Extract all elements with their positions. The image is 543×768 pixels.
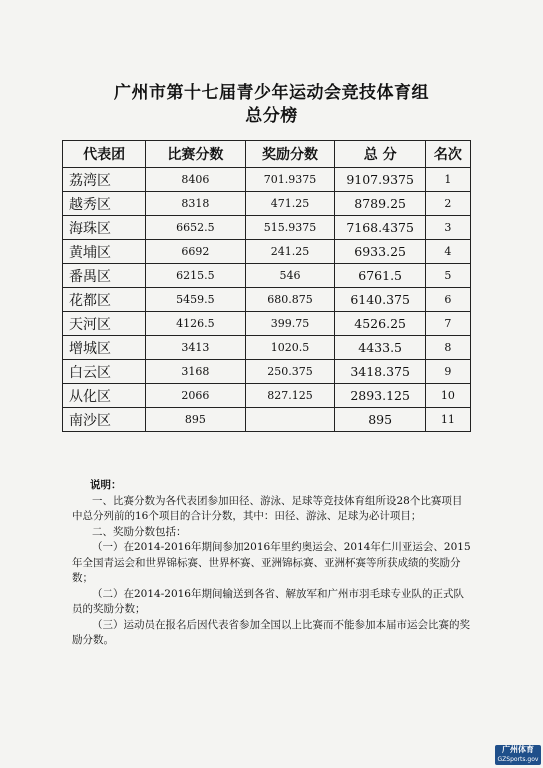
cell-reward: 827.125 [245, 384, 335, 408]
table-row [63, 360, 471, 384]
cell-reward [245, 408, 335, 432]
cell-rank: 3 [425, 216, 470, 240]
cell-reward: 250.375 [245, 360, 335, 384]
cell-rank: 2 [425, 192, 470, 216]
cell-total: 6933.25 [335, 240, 425, 264]
cell-reward: 471.25 [245, 192, 335, 216]
cell-team: 海珠区 [63, 216, 146, 240]
notes-section [72, 478, 472, 649]
cell-team: 南沙区 [63, 408, 146, 432]
cell-rank: 5 [425, 264, 470, 288]
cell-reward: 680.875 [245, 288, 335, 312]
header-score: 比赛分数 [146, 141, 245, 168]
cell-score: 8406 [146, 168, 245, 192]
cell-total: 6140.375 [335, 288, 425, 312]
cell-score: 6652.5 [146, 216, 245, 240]
notes-heading: 说明： [90, 479, 122, 491]
table-row [63, 312, 471, 336]
cell-score: 2066 [146, 384, 245, 408]
table-row [63, 216, 471, 240]
header-team: 代表团 [63, 141, 146, 168]
cell-total: 8789.25 [335, 192, 425, 216]
cell-reward: 515.9375 [245, 216, 335, 240]
cell-rank: 11 [425, 408, 470, 432]
table-row [63, 336, 471, 360]
cell-total: 3418.375 [335, 360, 425, 384]
cell-score: 895 [146, 408, 245, 432]
cell-score: 4126.5 [146, 312, 245, 336]
cell-team: 白云区 [63, 360, 146, 384]
cell-reward: 546 [245, 264, 335, 288]
note-paragraph: （二）在2014-2016年期间输送到各省、解放军和广州市羽毛球专业队的正式队员的奖励分数； [72, 587, 464, 615]
note-paragraph: （一）在2014-2016年期间参加2016年里约奥运会、2014年仁川亚运会、2015年全国青运会和世界锦标赛、世界杯赛、亚洲锦标赛、亚洲杯赛等所获成绩的奖励分数； [72, 541, 471, 584]
cell-total: 6761.5 [335, 264, 425, 288]
cell-reward: 701.9375 [245, 168, 335, 192]
cell-team: 荔湾区 [63, 168, 146, 192]
table-row [63, 384, 471, 408]
watermark-url: GZSports.gov [497, 756, 539, 763]
table-row [63, 240, 471, 264]
page-subtitle: 总分榜 [245, 106, 298, 126]
cell-rank: 10 [425, 384, 470, 408]
header-reward: 奖励分数 [245, 141, 335, 168]
cell-score: 6692 [146, 240, 245, 264]
cell-team: 番禺区 [63, 264, 146, 288]
cell-score: 5459.5 [146, 288, 245, 312]
cell-total: 4433.5 [335, 336, 425, 360]
cell-team: 花都区 [63, 288, 146, 312]
cell-team: 黄埔区 [63, 240, 146, 264]
note-paragraph: 一、比赛分数为各代表团参加田径、游泳、足球等竞技体育组所设28个比赛项目中总分列前的16个项目的合计分数，其中：田径、游泳、足球为必计项目； [72, 494, 463, 522]
cell-reward: 241.25 [245, 240, 335, 264]
watermark-logo [495, 745, 541, 765]
cell-rank: 9 [425, 360, 470, 384]
standings-table [62, 140, 471, 432]
table-header-row [63, 141, 471, 168]
watermark-text: 广州体育 [502, 745, 534, 754]
header-total: 总 分 [335, 141, 425, 168]
header-rank: 名次 [425, 141, 470, 168]
cell-score: 3413 [146, 336, 245, 360]
cell-team: 从化区 [63, 384, 146, 408]
cell-reward: 399.75 [245, 312, 335, 336]
cell-score: 3168 [146, 360, 245, 384]
cell-rank: 8 [425, 336, 470, 360]
cell-total: 2893.125 [335, 384, 425, 408]
cell-score: 6215.5 [146, 264, 245, 288]
cell-rank: 1 [425, 168, 470, 192]
cell-score: 8318 [146, 192, 245, 216]
page-title: 广州市第十七届青少年运动会竞技体育组 [114, 83, 429, 103]
table-row [63, 288, 471, 312]
cell-rank: 6 [425, 288, 470, 312]
note-paragraph: （三）运动员在报名后因代表省参加全国以上比赛而不能参加本届市运会比赛的奖励分数。 [72, 618, 470, 646]
cell-total: 895 [335, 408, 425, 432]
cell-team: 增城区 [63, 336, 146, 360]
cell-reward: 1020.5 [245, 336, 335, 360]
table-row [63, 264, 471, 288]
table-row [63, 168, 471, 192]
cell-rank: 7 [425, 312, 470, 336]
table-row [63, 192, 471, 216]
cell-total: 9107.9375 [335, 168, 425, 192]
cell-total: 7168.4375 [335, 216, 425, 240]
cell-rank: 4 [425, 240, 470, 264]
cell-team: 天河区 [63, 312, 146, 336]
table-row [63, 408, 471, 432]
cell-total: 4526.25 [335, 312, 425, 336]
note-paragraph: 二、奖励分数包括： [92, 525, 187, 538]
cell-team: 越秀区 [63, 192, 146, 216]
